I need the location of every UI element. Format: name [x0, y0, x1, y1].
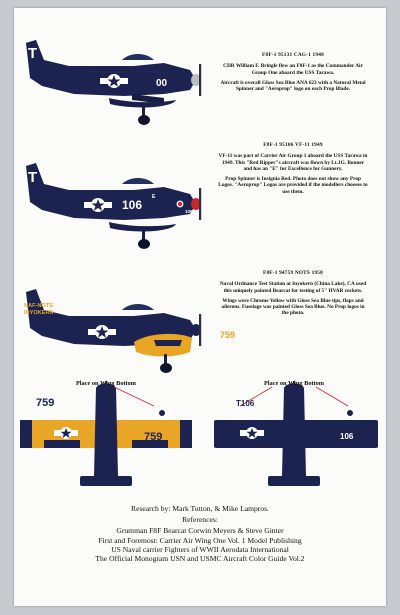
references-block — [14, 504, 386, 563]
aircraft-3-caption — [218, 270, 368, 321]
right-wing-bottom-label: Place on Wing Bottom — [263, 380, 325, 387]
aircraft-2-profile — [26, 163, 201, 249]
aircraft-1-nose-number: 00 — [156, 78, 168, 89]
aircraft-3-profile — [26, 289, 201, 373]
aircraft-3-paragraph-1: Naval Ordnance Test Station at Inyokern (China Lake), CA used this uniquely painted Bearcat for testing of 5" HVAR rockets. — [219, 281, 367, 294]
aircraft-3-fuselage-number: 759 — [220, 330, 236, 340]
aircraft-1-paragraph-1: CDR William F. Bringle flew an F8F-1 as the Commander Air Group One aboard the USS Tarawa. — [223, 63, 363, 76]
reference-item: US Naval carrier Fighters of WWII Aerodata International — [111, 544, 289, 554]
aircraft-2-fuselage-number: 106 — [122, 198, 143, 212]
aircraft-2-paragraph-2: Prop Spinner is Insignia Red. Photo does not show any Prop Logos. "Aeroprop" Logos are provided if the modellers chooses to use them. — [218, 176, 368, 195]
reference-item: The Official Monogram USN and USMC Aircraft Color Guide Vol.2 — [95, 554, 305, 564]
svg-text:E: E — [152, 194, 156, 200]
aircraft-1-tail-letter: T — [28, 45, 38, 62]
reference-item: First and Foremost: Carrier Air Wing One Vol. 1 Model Publishing — [98, 535, 302, 545]
decal-sheet — [14, 8, 386, 606]
aircraft-1-header: F8F-1 95131 CAG-1 1948 — [262, 52, 324, 58]
references-label: References: — [182, 515, 218, 525]
left-wing-bottom-label: Place on Wing Bottom — [75, 380, 137, 387]
left-underside-number: 759 — [36, 397, 55, 409]
aircraft-3-tail-text-1: NAF-NOTS — [24, 303, 53, 309]
aircraft-2-nose-number: 106 — [185, 209, 193, 214]
left-wing-number: 759 — [144, 431, 163, 443]
aircraft-3-header: F8F-1 94759 NOTS 1950 — [263, 270, 323, 276]
aircraft-3-paragraph-2: Wings were Chrome Yellow with Gloss Sea Blue tips, flaps and ailerons. Fuselage was painted Gloss Sea Blue. No Prop logos in the photo. — [221, 297, 365, 317]
research-credit: Research by: Mark Tutton, & Mike Lampros. — [131, 504, 269, 513]
aircraft-3-tail-text-2: INYOKERN — [24, 310, 54, 316]
aircraft-1-paragraph-2: Aircraft is overall Gloss Sea Blue ANA 623 with a Natural Metal Spinner and "Aeroprop" logo on each Prop Blade. — [220, 79, 366, 93]
aircraft-2-paragraph-1: VF-11 was part of Carrier Air Group 1 aboard the USS Tarawa in 1949. This "Red Ripper"s aircraft was flown by Lt.JG. Bonner and has an "E" for Excellence for Gunnery. — [218, 153, 368, 172]
aircraft-2-tail-letter: T — [28, 169, 38, 186]
right-wing-number: 106 — [340, 432, 354, 441]
right-underside-number: T106 — [236, 399, 255, 408]
aircraft-1-profile — [26, 40, 201, 125]
reference-item: Grumman F8F Bearcat Corwin Meyers & Steve Ginter — [116, 526, 284, 536]
aircraft-2-header: F8F-1 95106 VF-11 1949 — [263, 142, 323, 148]
aircraft-1-caption — [218, 52, 368, 96]
aircraft-2-caption — [218, 142, 368, 199]
underside-view-right — [214, 381, 378, 486]
